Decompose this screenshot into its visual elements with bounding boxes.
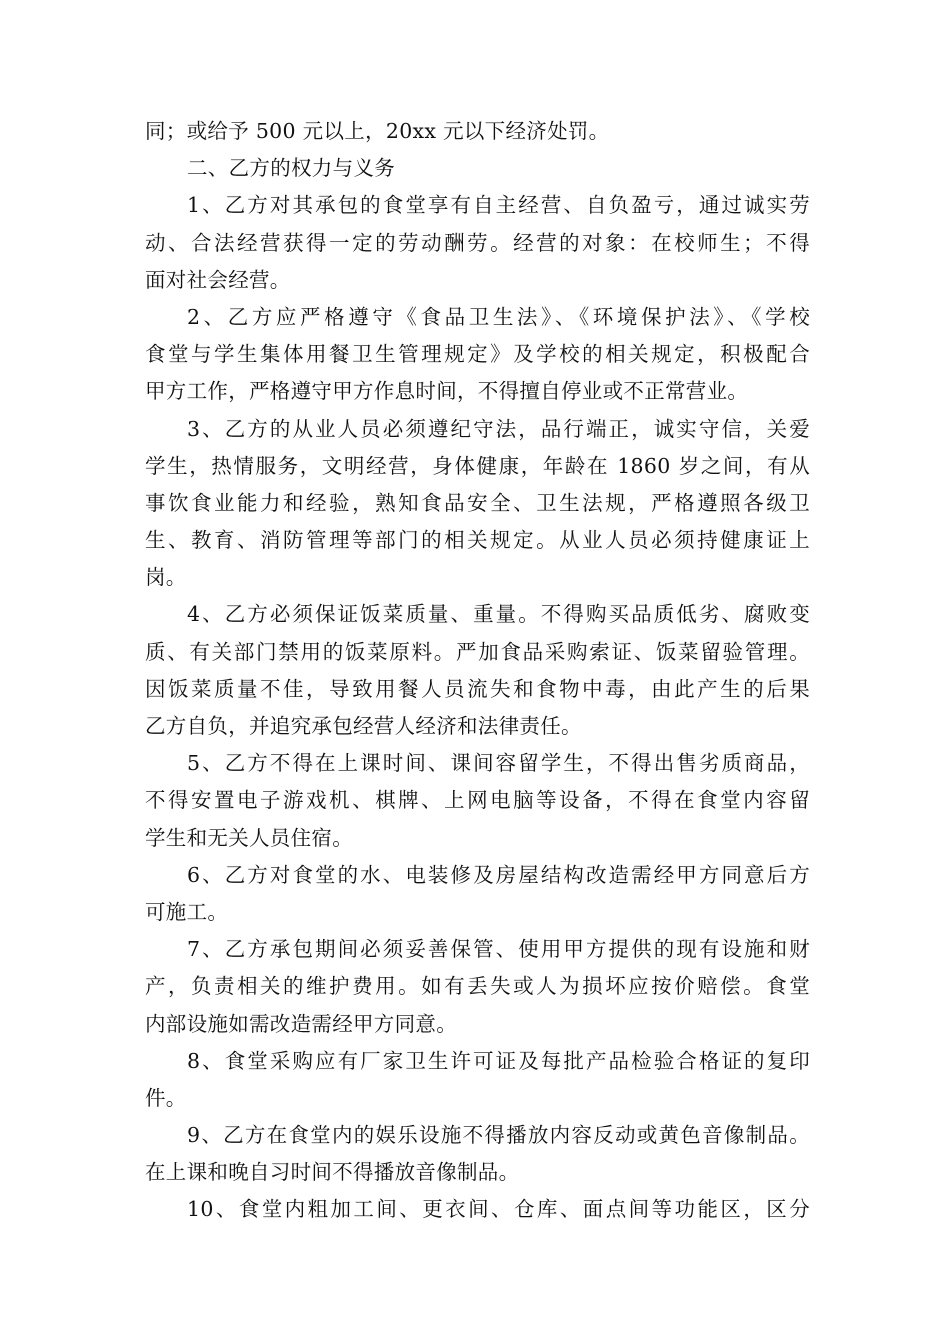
document-page <box>145 113 810 1229</box>
text-line: 5、乙方不得在上课时间、课间容留学生，不得出售劣质商品， <box>187 751 810 776</box>
text-line: 1、乙方对其承包的食堂享有自主经营、自负盈亏，通过诚实劳 <box>187 193 810 218</box>
text-line: 不得安置电子游戏机、棋牌、上网电脑等设备，不得在食堂内容留 <box>145 788 810 813</box>
text-line: 在上课和晚自习时间不得播放音像制品。 <box>145 1160 520 1185</box>
text-line: 岗。 <box>145 565 187 590</box>
text-line: 件。 <box>145 1085 187 1110</box>
text-line: 生、教育、消防管理等部门的相关规定。从业人员必须持健康证上 <box>145 528 810 553</box>
text-line: 9、乙方在食堂内的娱乐设施不得播放内容反动或黄色音像制品。 <box>187 1123 810 1148</box>
text-line: 3、乙方的从业人员必须遵纪守法，品行端正，诚实守信，关爱 <box>187 416 810 441</box>
text-line: 甲方工作，严格遵守甲方作息时间，不得擅自停业或不正常营业。 <box>145 379 749 404</box>
text-line: 可施工。 <box>145 899 229 924</box>
text-line: 二、乙方的权力与义务 <box>187 156 395 181</box>
text-line: 事饮食业能力和经验，熟知食品安全、卫生法规，严格遵照各级卫 <box>145 490 810 515</box>
text-line: 10、食堂内粗加工间、更衣间、仓库、面点间等功能区，区分 <box>187 1197 810 1222</box>
text-line: 乙方自负，并追究承包经营人经济和法律责任。 <box>145 714 582 738</box>
text-line: 动、合法经营获得一定的劳动酬劳。经营的对象：在校师生；不得 <box>145 230 810 255</box>
text-line: 食堂与学生集体用餐卫生管理规定》及学校的相关规定，积极配合 <box>145 342 810 367</box>
text-line: 4、乙方必须保证饭菜质量、重量。不得购买品质低劣、腐败变 <box>187 602 810 627</box>
text-line: 学生，热情服务，文明经营，身体健康，年龄在 1860 岁之间，有从 <box>145 453 810 478</box>
text-line: 6、乙方对食堂的水、电装修及房屋结构改造需经甲方同意后方 <box>187 862 810 887</box>
text-line: 产，负责相关的维护费用。如有丢失或人为损坏应按价赔偿。食堂 <box>145 974 810 999</box>
text-line: 质、有关部门禁用的饭菜原料。严加食品采购索证、饭菜留验管理。 <box>145 639 810 664</box>
text-line: 学生和无关人员住宿。 <box>145 825 353 850</box>
text-line: 面对社会经营。 <box>145 267 291 292</box>
text-line: 8、食堂采购应有厂家卫生许可证及每批产品检验合格证的复印 <box>187 1048 810 1073</box>
text-line: 2、乙方应严格遵守《食品卫生法》、《环境保护法》、《学校 <box>187 304 810 329</box>
text-line: 因饭菜质量不佳，导致用餐人员流失和食物中毒，由此产生的后果 <box>145 676 810 701</box>
text-line: 内部设施如需改造需经甲方同意。 <box>145 1011 457 1036</box>
text-line: 7、乙方承包期间必须妥善保管、使用甲方提供的现有设施和财 <box>187 937 810 962</box>
text-line: 同；或给予 500 元以上，20xx 元以下经济处罚。 <box>145 119 610 143</box>
